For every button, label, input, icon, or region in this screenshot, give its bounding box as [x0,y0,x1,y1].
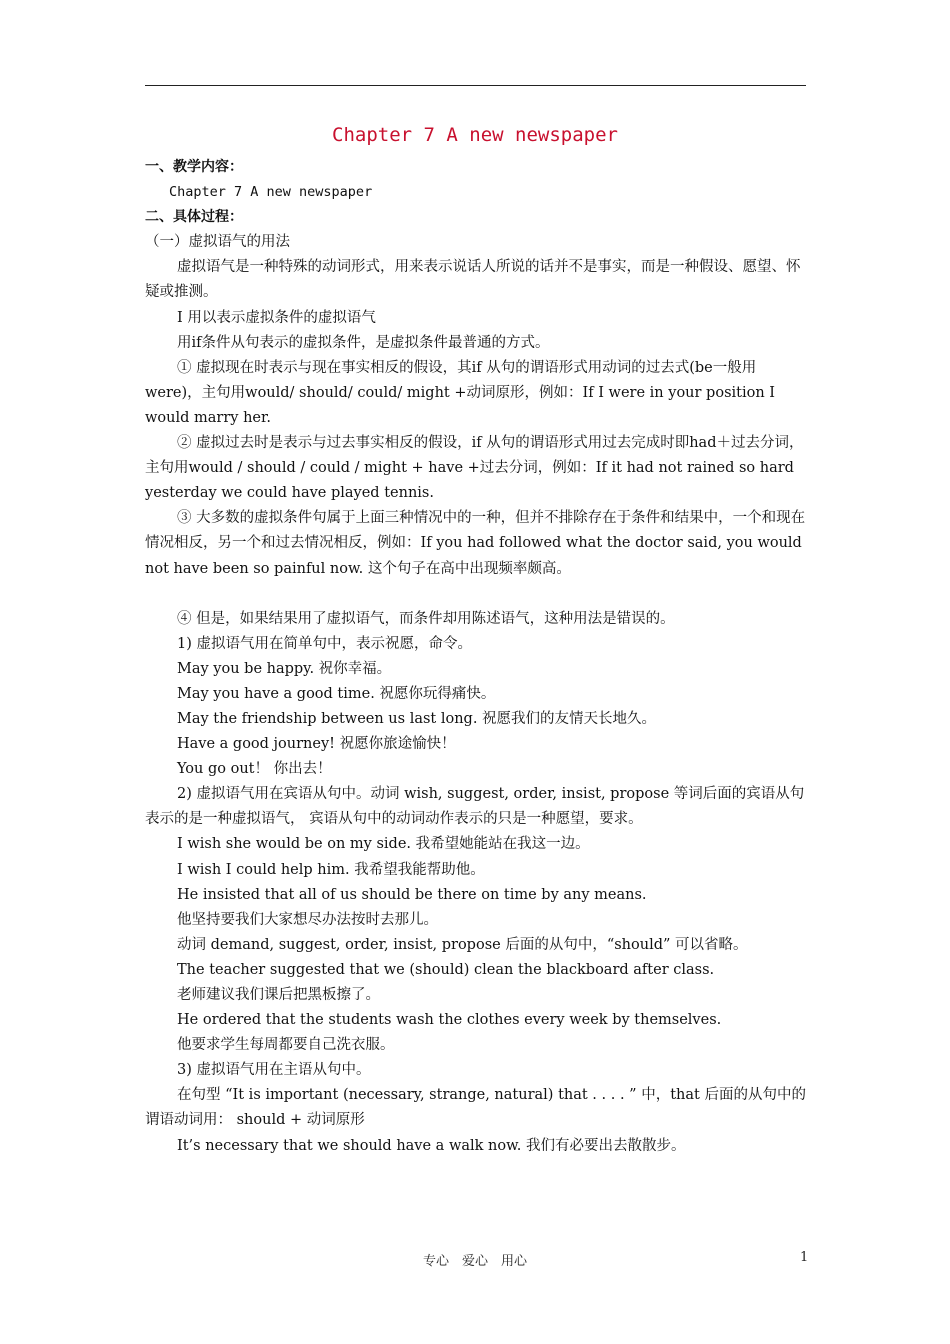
example-translation: 他坚持要我们大家想尽办法按时去那儿。 [177,911,438,928]
paragraph: 虚拟语气是一种特殊的动词形式，用来表示说话人所说的话并不是事实，而是一种假设、愿望、怀疑或推测。 [145,259,801,301]
paragraph: ① 虚拟现在时表示与现在事实相反的假设，其if 从句的谓语形式用动词的过去式(be一般用were)，主句用would/ should/ could/ might +动词原形，例如：If I were in your position I would marry her. [145,359,776,426]
paragraph: ④ 但是，如果结果用了虚拟语气，而条件却用陈述语气，这种用法是错误的。 [177,610,675,627]
section-heading-2: 二、具体过程： [145,209,243,226]
section-heading-1: 一、教学内容： [145,159,243,175]
example-sentence: It’s necessary that we should have a walk now. 我们有必要出去散散步。 [177,1137,686,1154]
paragraph: ③ 大多数的虚拟条件句属于上面三种情况中的一种，但并不排除存在于条件和结果中，一个和现在情况相反，另一个和过去情况相反，例如：If you had followed what the doctor said, you would not have been so painful now. 这个句子在高中出现频率颇高。 [145,510,806,577]
spacer [145,582,810,607]
paragraph: I 用以表示虚拟条件的虚拟语气 [177,309,376,326]
example-sentence: Have a good journey! 祝愿你旅途愉快！ [177,736,456,753]
example-sentence: The teacher suggested that we (should) clean the blackboard after class. [177,961,715,978]
example-sentence: May you be happy. 祝你幸福。 [177,660,392,677]
paragraph: ② 虚拟过去时是表示与过去事实相反的假设，if 从句的谓语形式用过去完成时即had＋过去分词，主句用would / should / could / might + have +过去分词，例如：If it had not rained so hard yesterday we could have played tennis. [145,435,804,502]
paragraph: 2) 虚拟语气用在宾语从句中。动词 wish, suggest, order, insist, propose 等词后面的宾语从句表示的是一种虚拟语气， 宾语从句中的动词动作表示的只是一种愿望，要求。 [145,786,805,828]
page-title: Chapter 7 A new newspaper [332,124,618,146]
page-number: 1 [800,1250,809,1265]
paragraph: 3) 虚拟语气用在主语从句中。 [177,1062,371,1079]
section-1-body: Chapter 7 A new newspaper [169,184,373,201]
example-sentence: He insisted that all of us should be there on time by any means. [177,886,647,903]
example-sentence: He ordered that the students wash the clothes every week by themselves. [177,1012,722,1029]
header-rule [145,85,806,86]
example-sentence: May the friendship between us last long. 祝愿我们的友情天长地久。 [177,710,657,727]
example-translation: 他要求学生每周都要自己洗衣服。 [177,1037,395,1054]
example-sentence: I wish she would be on my side. 我希望她能站在我这一边。 [177,836,590,853]
subsection-heading: （一）虚拟语气的用法 [145,234,290,251]
example-sentence: May you have a good time. 祝愿你玩得痛快。 [177,685,496,702]
example-sentence: I wish I could help him. 我希望我能帮助他。 [177,861,485,878]
paragraph: 动词 demand, suggest, order, insist, propose 后面的从句中，“should” 可以省略。 [177,936,748,953]
paragraph: 1) 虚拟语气用在简单句中，表示祝愿，命令。 [177,635,472,652]
example-sentence: You go out！ 你出去！ [177,761,332,778]
paragraph: 在句型 “It is important (necessary, strange, natural) that . . . . ” 中，that 后面的从句中的谓语动词用： should + 动词原形 [145,1087,806,1129]
document-body [145,155,810,1159]
paragraph: 用if条件从句表示的虚拟条件，是虚拟条件最普通的方式。 [177,334,550,351]
example-translation: 老师建议我们课后把黑板擦了。 [177,987,380,1003]
page-footer: 专心 爱心 用心 [422,1254,527,1269]
